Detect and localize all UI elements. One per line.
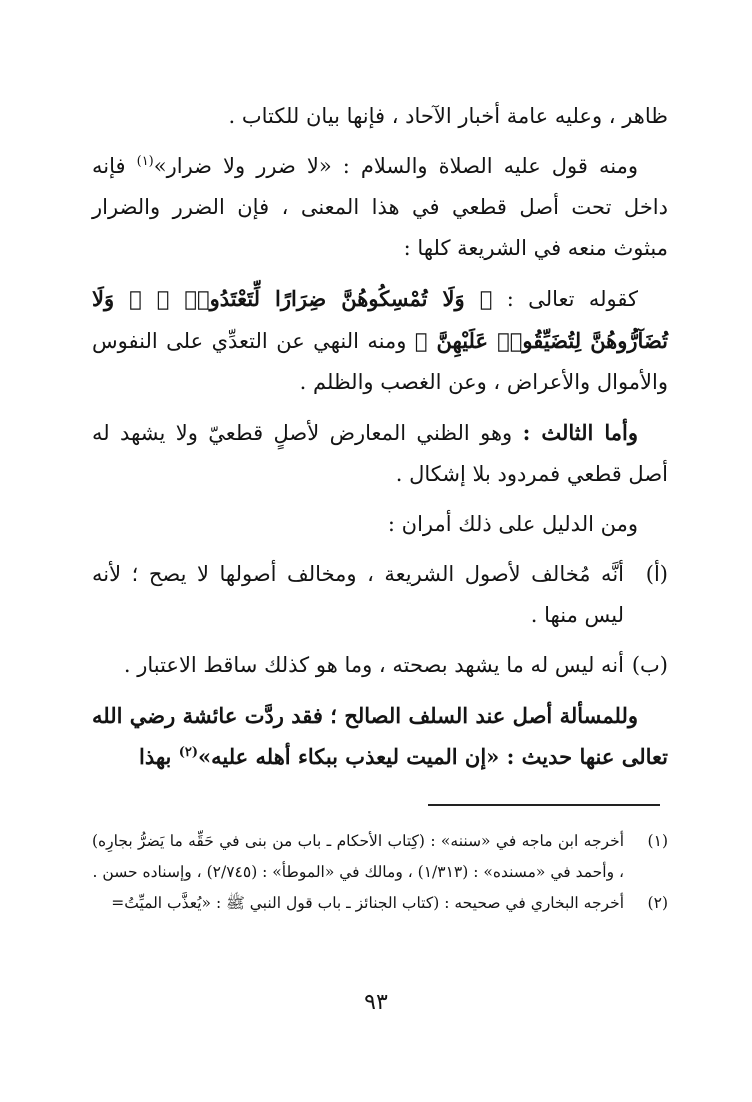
- paragraph-5: [92, 504, 668, 545]
- paragraph-4: [92, 412, 668, 495]
- list-item-a: [92, 554, 668, 636]
- paragraph-3: [92, 278, 668, 403]
- paragraph-1: [92, 96, 668, 137]
- paragraph-2: [92, 146, 668, 269]
- quran-verses: ﴿ وَلَا تُمْسِكُوهُنَّ ضِرَارًا لِّتَعْتَدُوا۟ ﴾ ﴿ وَلَا تُضَآرُّوهُنَّ لِتُضَيِّقُوا۟ عَلَيْهِنَّ ﴾: [92, 286, 668, 353]
- paragraph-6-end: بهذا: [139, 744, 179, 769]
- footnote-1-number: (١): [647, 832, 668, 850]
- hadith-text: ومنه قول عليه الصلاة والسلام : «لا ضرر ولا ضرار»: [153, 154, 638, 178]
- footnote-1: [92, 826, 668, 888]
- list-item-a-label: (أ): [645, 562, 668, 586]
- main-text: [92, 96, 668, 786]
- paragraph-1-text: ظاهر ، وعليه عامة أخبار الآحاد ، فإنها بيان للكتاب .: [228, 104, 668, 128]
- paragraph-6: [92, 695, 668, 777]
- third-section-label: وأما الثالث :: [522, 420, 639, 445]
- list-item-a-text: أنَّه مُخالف لأصول الشريعة ، ومخالف أصولها لا يصح ؛ لأنه ليس منها .: [92, 562, 624, 627]
- footnote-2: [92, 888, 668, 919]
- footnote-divider: [428, 804, 660, 806]
- paragraph-5-text: ومن الدليل على ذلك أمران :: [387, 512, 638, 536]
- paragraph-2-rest: فإنه داخل تحت أصل قطعي في هذا المعنى ، فإن الضرر والضرار مبثوث منعه في الشريعة كلها :: [92, 154, 668, 260]
- paragraph-6-text: وللمسألة أصل عند السلف الصالح ؛ فقد ردَّت عائشة رضي الله تعالى عنها حديث : «إن الميت ليعذب ببكاء أهله عليه»: [92, 703, 668, 769]
- footnote-1-text: أخرجه ابن ماجه في «سننه» : (كِتاب الأحكام ـ باب من بنى في حَقِّه ما يَضرُّ بجارِه) ، وأحمد في «مسنده» : (١/٣١٣) ، ومالك في «الموطأ» : (٢/٧٤٥) ، وإسناده حسن .: [92, 832, 624, 881]
- paragraph-4-text: وهو الظني المعارض لأصلٍ قطعيّ ولا يشهد له أصل قطعي فمردود بلا إشكال .: [92, 421, 668, 486]
- list-item-b: [92, 645, 668, 686]
- list-item-b-text: أنه ليس له ما يشهد بصحته ، وما هو كذلك ساقط الاعتبار .: [123, 653, 624, 677]
- list-item-b-label: (ب): [631, 653, 668, 677]
- page-number: ٩٣: [364, 990, 388, 1015]
- paragraph-3-intro: كقوله تعالى :: [492, 287, 638, 311]
- footnote-2-text: أخرجه البخاري في صحيحه : (كتاب الجنائز ـ باب قول النبي ﷺ : «يُعذَّب الميِّتُ=: [111, 894, 624, 912]
- footnote-2-number: (٢): [647, 894, 668, 912]
- paragraph-3-rest: ومنه النهي عن التعدِّي على النفوس والأموال والأعراض ، وعن الغصب والظلم .: [92, 329, 668, 394]
- footnote-ref-2[interactable]: (٢): [178, 745, 198, 760]
- footnote-ref-1[interactable]: (١): [136, 154, 154, 169]
- footnotes-section: [92, 826, 668, 919]
